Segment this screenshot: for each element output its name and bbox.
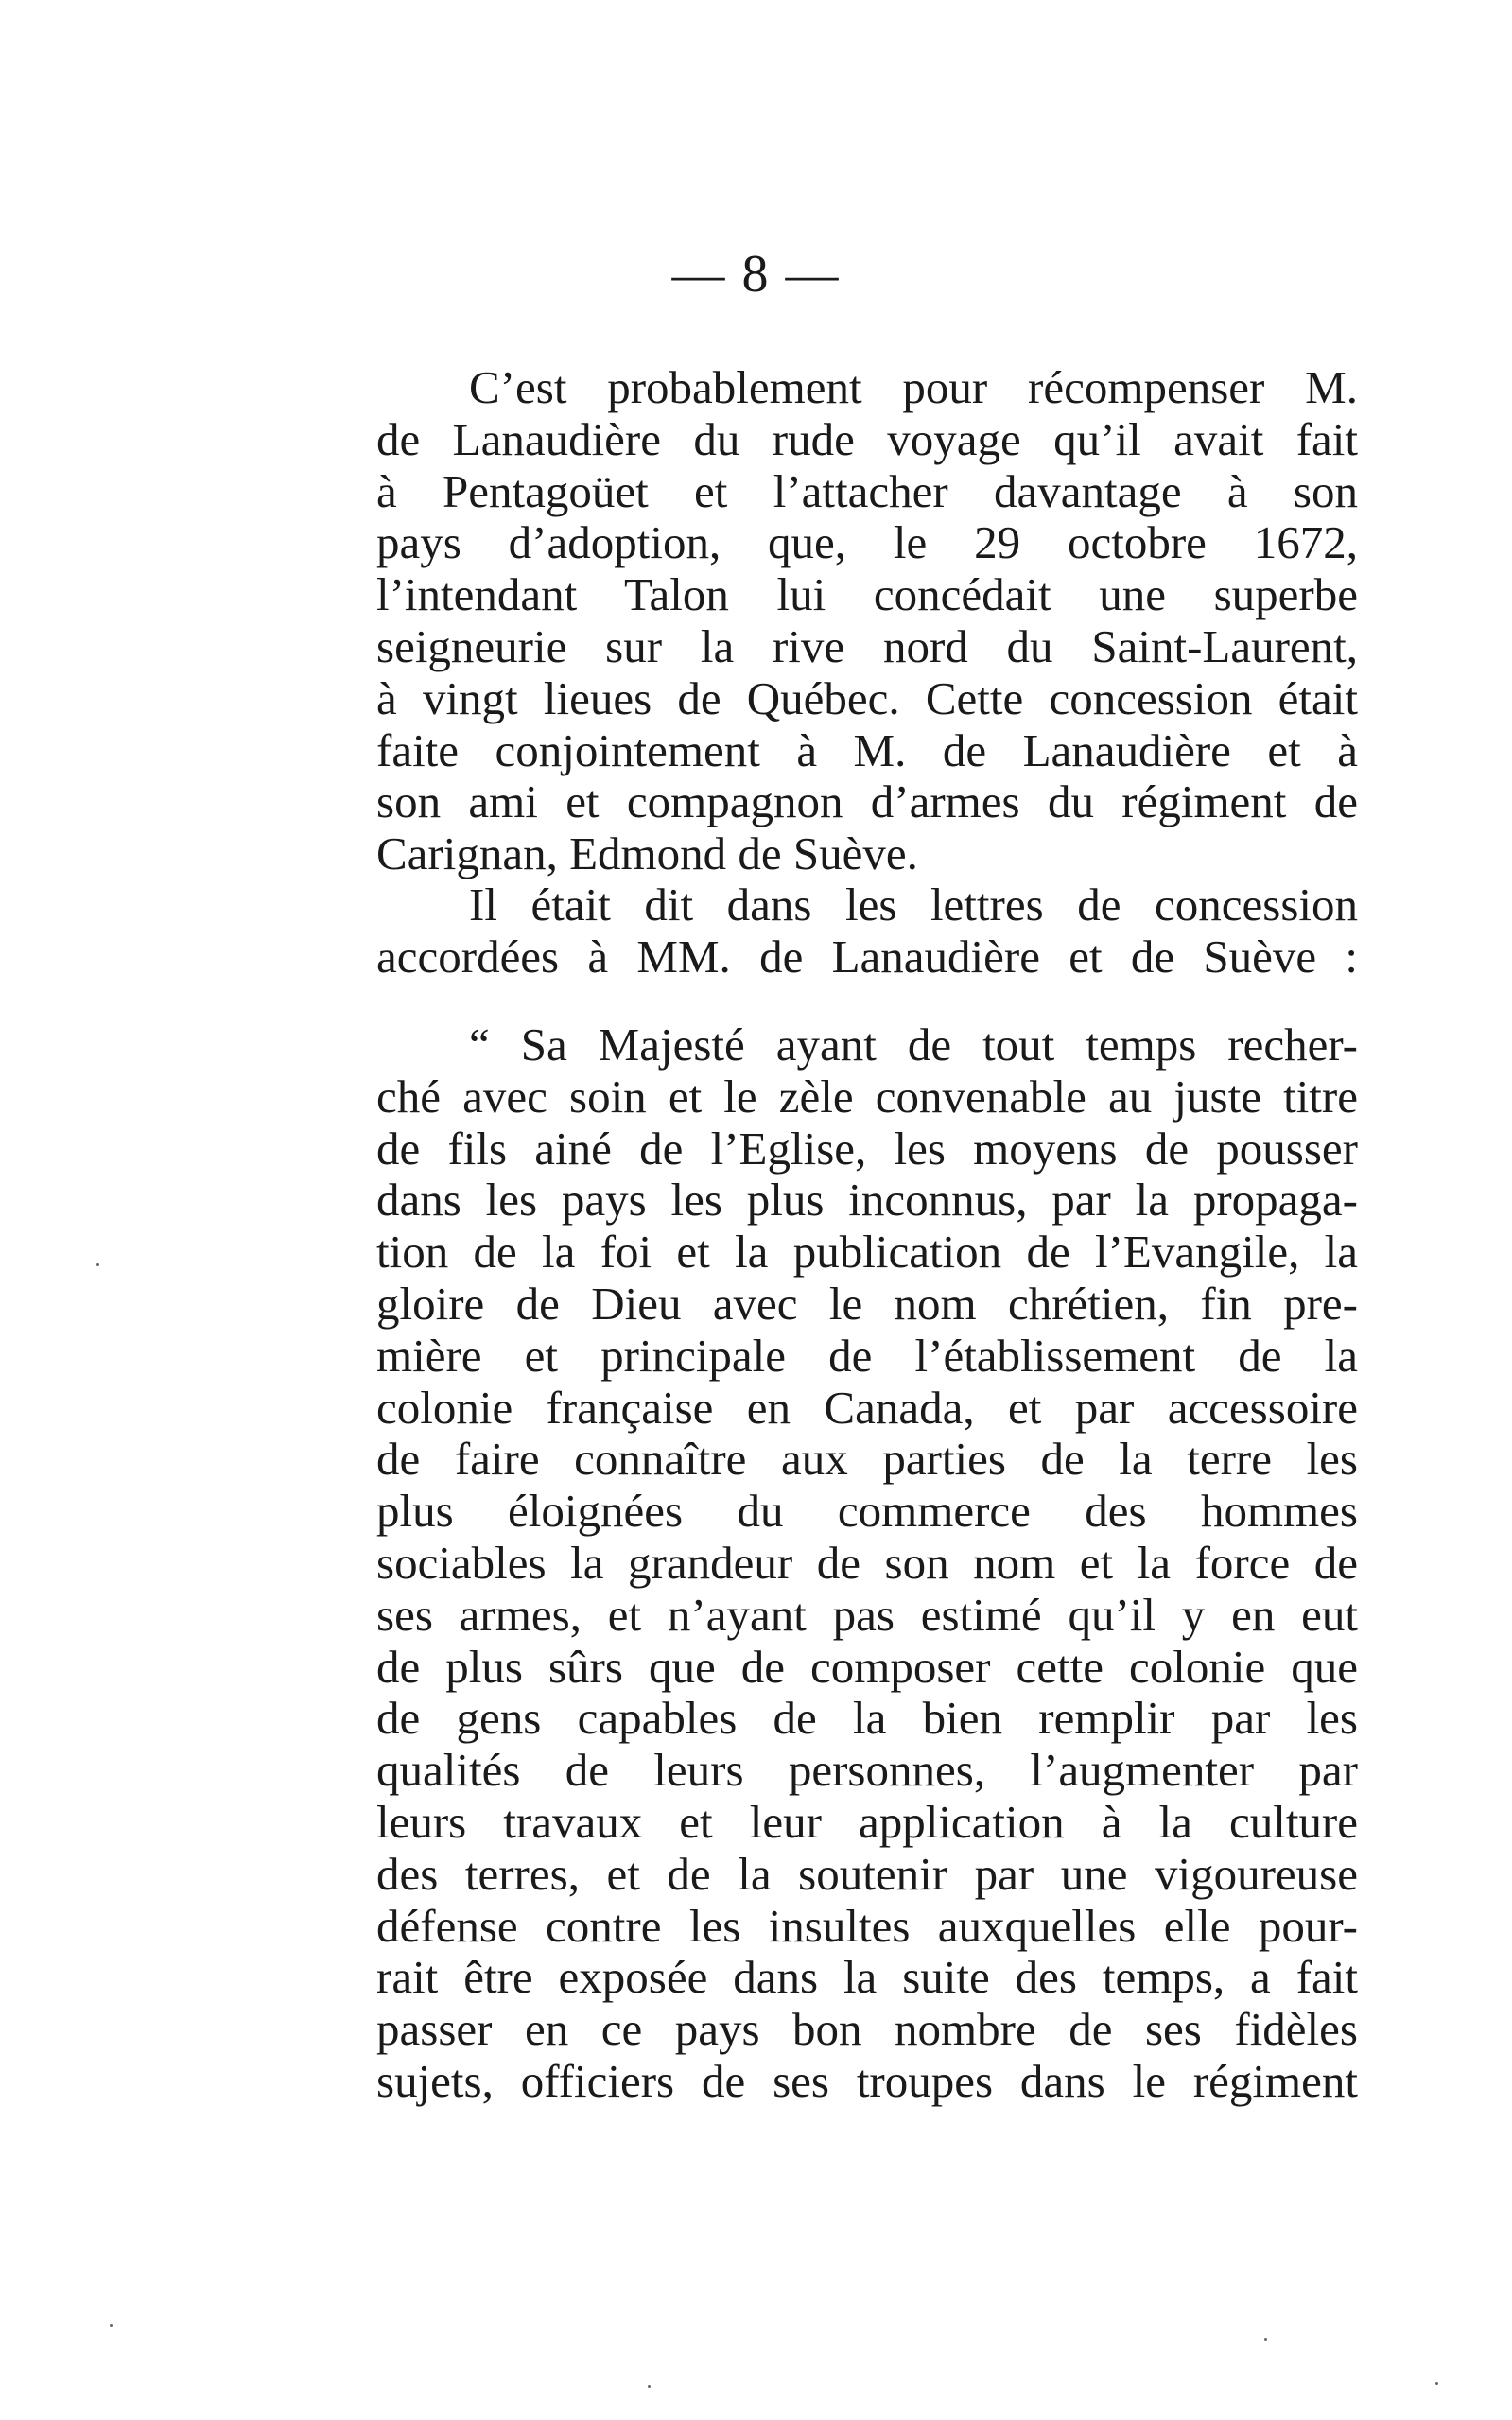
page-number: — 8 — xyxy=(671,245,841,304)
text-line: de gens capables de la bien remplir par les xyxy=(376,1692,1358,1745)
scan-speck xyxy=(96,1263,99,1266)
text-line: qualités de leurs personnes, l’augmenter par xyxy=(376,1744,1358,1797)
text-line: “ Sa Majesté ayant de tout temps recher- xyxy=(469,1018,1358,1071)
paragraph-2 xyxy=(376,879,1358,984)
text-line: à vingt lieues de Québec. Cette concession était xyxy=(376,671,1358,724)
text-line: plus éloignées du commerce des hommes xyxy=(376,1485,1358,1538)
text-line: de plus sûrs que de composer cette colonie que xyxy=(376,1640,1358,1693)
text-line: gloire de Dieu avec le nom chrétien, fin pre- xyxy=(376,1277,1358,1330)
text-line: ché avec soin et le zèle convenable au juste titre xyxy=(376,1070,1358,1123)
text-line: C’est probablement pour récompenser M. xyxy=(469,361,1358,413)
text-line: colonie française en Canada, et par accessoire xyxy=(376,1381,1358,1434)
text-line: sujets, officiers de ses troupes dans le régiment xyxy=(376,2054,1358,2107)
scan-speck xyxy=(648,2385,651,2388)
text-line: l’intendant Talon lui concédait une superbe xyxy=(376,568,1358,621)
text-line: de fils ainé de l’Eglise, les moyens de pousser xyxy=(376,1122,1358,1175)
text-line: faite conjointement à M. de Lanaudière et à xyxy=(376,723,1358,776)
text-line: seigneurie sur la rive nord du Saint-Laurent, xyxy=(376,619,1358,672)
text-line: ses armes, et n’ayant pas estimé qu’il y en eut xyxy=(376,1588,1358,1641)
scan-speck xyxy=(110,2324,113,2327)
text-line: rait être exposée dans la suite des temps, a fait xyxy=(376,1951,1358,2004)
text-line: son ami et compagnon d’armes du régiment de xyxy=(376,775,1358,828)
text-line: des terres, et de la soutenir par une vigoureuse xyxy=(376,1847,1358,1900)
scan-speck xyxy=(1264,2338,1267,2341)
text-line: défense contre les insultes auxquelles elle pour- xyxy=(376,1899,1358,1952)
text-line: pays d’adoption, que, le 29 octobre 1672, xyxy=(376,516,1358,569)
paragraph-3-quotation xyxy=(376,1019,1358,2108)
text-line: accordées à MM. de Lanaudière et de Suève : xyxy=(376,930,1358,983)
text-line: de faire connaître aux parties de la terre les xyxy=(376,1433,1358,1486)
text-line: dans les pays les plus inconnus, par la propaga- xyxy=(376,1174,1358,1227)
text-line: Il était dit dans les lettres de concession xyxy=(469,879,1358,931)
text-line: Carignan, Edmond de Suève. xyxy=(376,827,918,880)
scan-speck xyxy=(1435,2382,1438,2385)
text-line: mière et principale de l’établissement de la xyxy=(376,1329,1358,1382)
text-line: de Lanaudière du rude voyage qu’il avait fait xyxy=(376,412,1358,465)
text-line: leurs travaux et leur application à la culture xyxy=(376,1795,1358,1848)
text-line: passer en ce pays bon nombre de ses fidèles xyxy=(376,2003,1358,2056)
text-line: tion de la foi et la publication de l’Evangile, la xyxy=(376,1226,1358,1279)
text-line: à Pentagoüet et l’attacher davantage à son xyxy=(376,464,1358,517)
paragraph-1 xyxy=(376,362,1358,880)
text-line: sociables la grandeur de son nom et la force de xyxy=(376,1536,1358,1589)
